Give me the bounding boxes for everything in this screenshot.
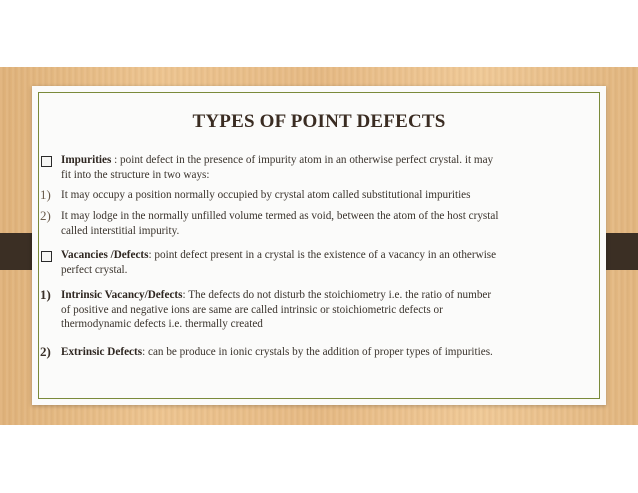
- item-text: : point defect in the presence of impurity atom in an otherwise perfect crystal. it may: [111, 154, 494, 166]
- number-marker: 2): [40, 344, 51, 359]
- list-item-vacancies: [61, 248, 601, 277]
- list-item-intrinsic: [61, 288, 601, 332]
- item-text: : The defects do not disturb the stoichiometry i.e. the ratio of number: [182, 289, 492, 301]
- term-intrinsic: Intrinsic Vacancy/Defects: [61, 289, 183, 301]
- number-marker: 1): [40, 287, 51, 302]
- item-text: fit into the structure in two ways:: [61, 168, 210, 181]
- item-text: of positive and negative ions are same are called intrinsic or stoichiometric defects or: [61, 303, 443, 316]
- term-impurities: Impurities: [61, 154, 112, 166]
- item-text: : can be produce in ionic crystals by the addition of proper types of impurities.: [142, 346, 493, 358]
- list-item-substitutional: [61, 188, 601, 203]
- right-dark-band: [606, 233, 638, 270]
- item-text: : point defect present in a crystal is the existence of a vacancy in an otherwise: [148, 249, 497, 261]
- list-item-impurities: [61, 153, 601, 182]
- item-text: It may occupy a position normally occupied by crystal atom called substitutional impurities: [61, 189, 471, 201]
- item-text: thermodynamic defects i.e. thermally created: [61, 318, 263, 330]
- checkbox-bullet-icon: [41, 156, 52, 167]
- number-marker: 2): [40, 208, 51, 223]
- content-card: [32, 86, 606, 405]
- term-vacancies: Vacancies /Defects: [61, 249, 149, 261]
- list-item-interstitial: [61, 209, 601, 238]
- checkbox-bullet-icon: [41, 251, 52, 262]
- left-dark-band: [0, 233, 32, 270]
- item-text: It may lodge in the normally unfilled volume termed as void, between the atom of the host crystal: [61, 210, 499, 222]
- slide-title: TYPES OF POINT DEFECTS: [192, 111, 446, 132]
- number-marker: 1): [40, 187, 51, 202]
- slide-background: [0, 67, 638, 425]
- item-text: called interstitial impurity.: [61, 224, 180, 237]
- list-item-extrinsic: [61, 345, 601, 360]
- item-text: perfect crystal.: [61, 263, 128, 276]
- term-extrinsic: Extrinsic Defects: [61, 346, 143, 358]
